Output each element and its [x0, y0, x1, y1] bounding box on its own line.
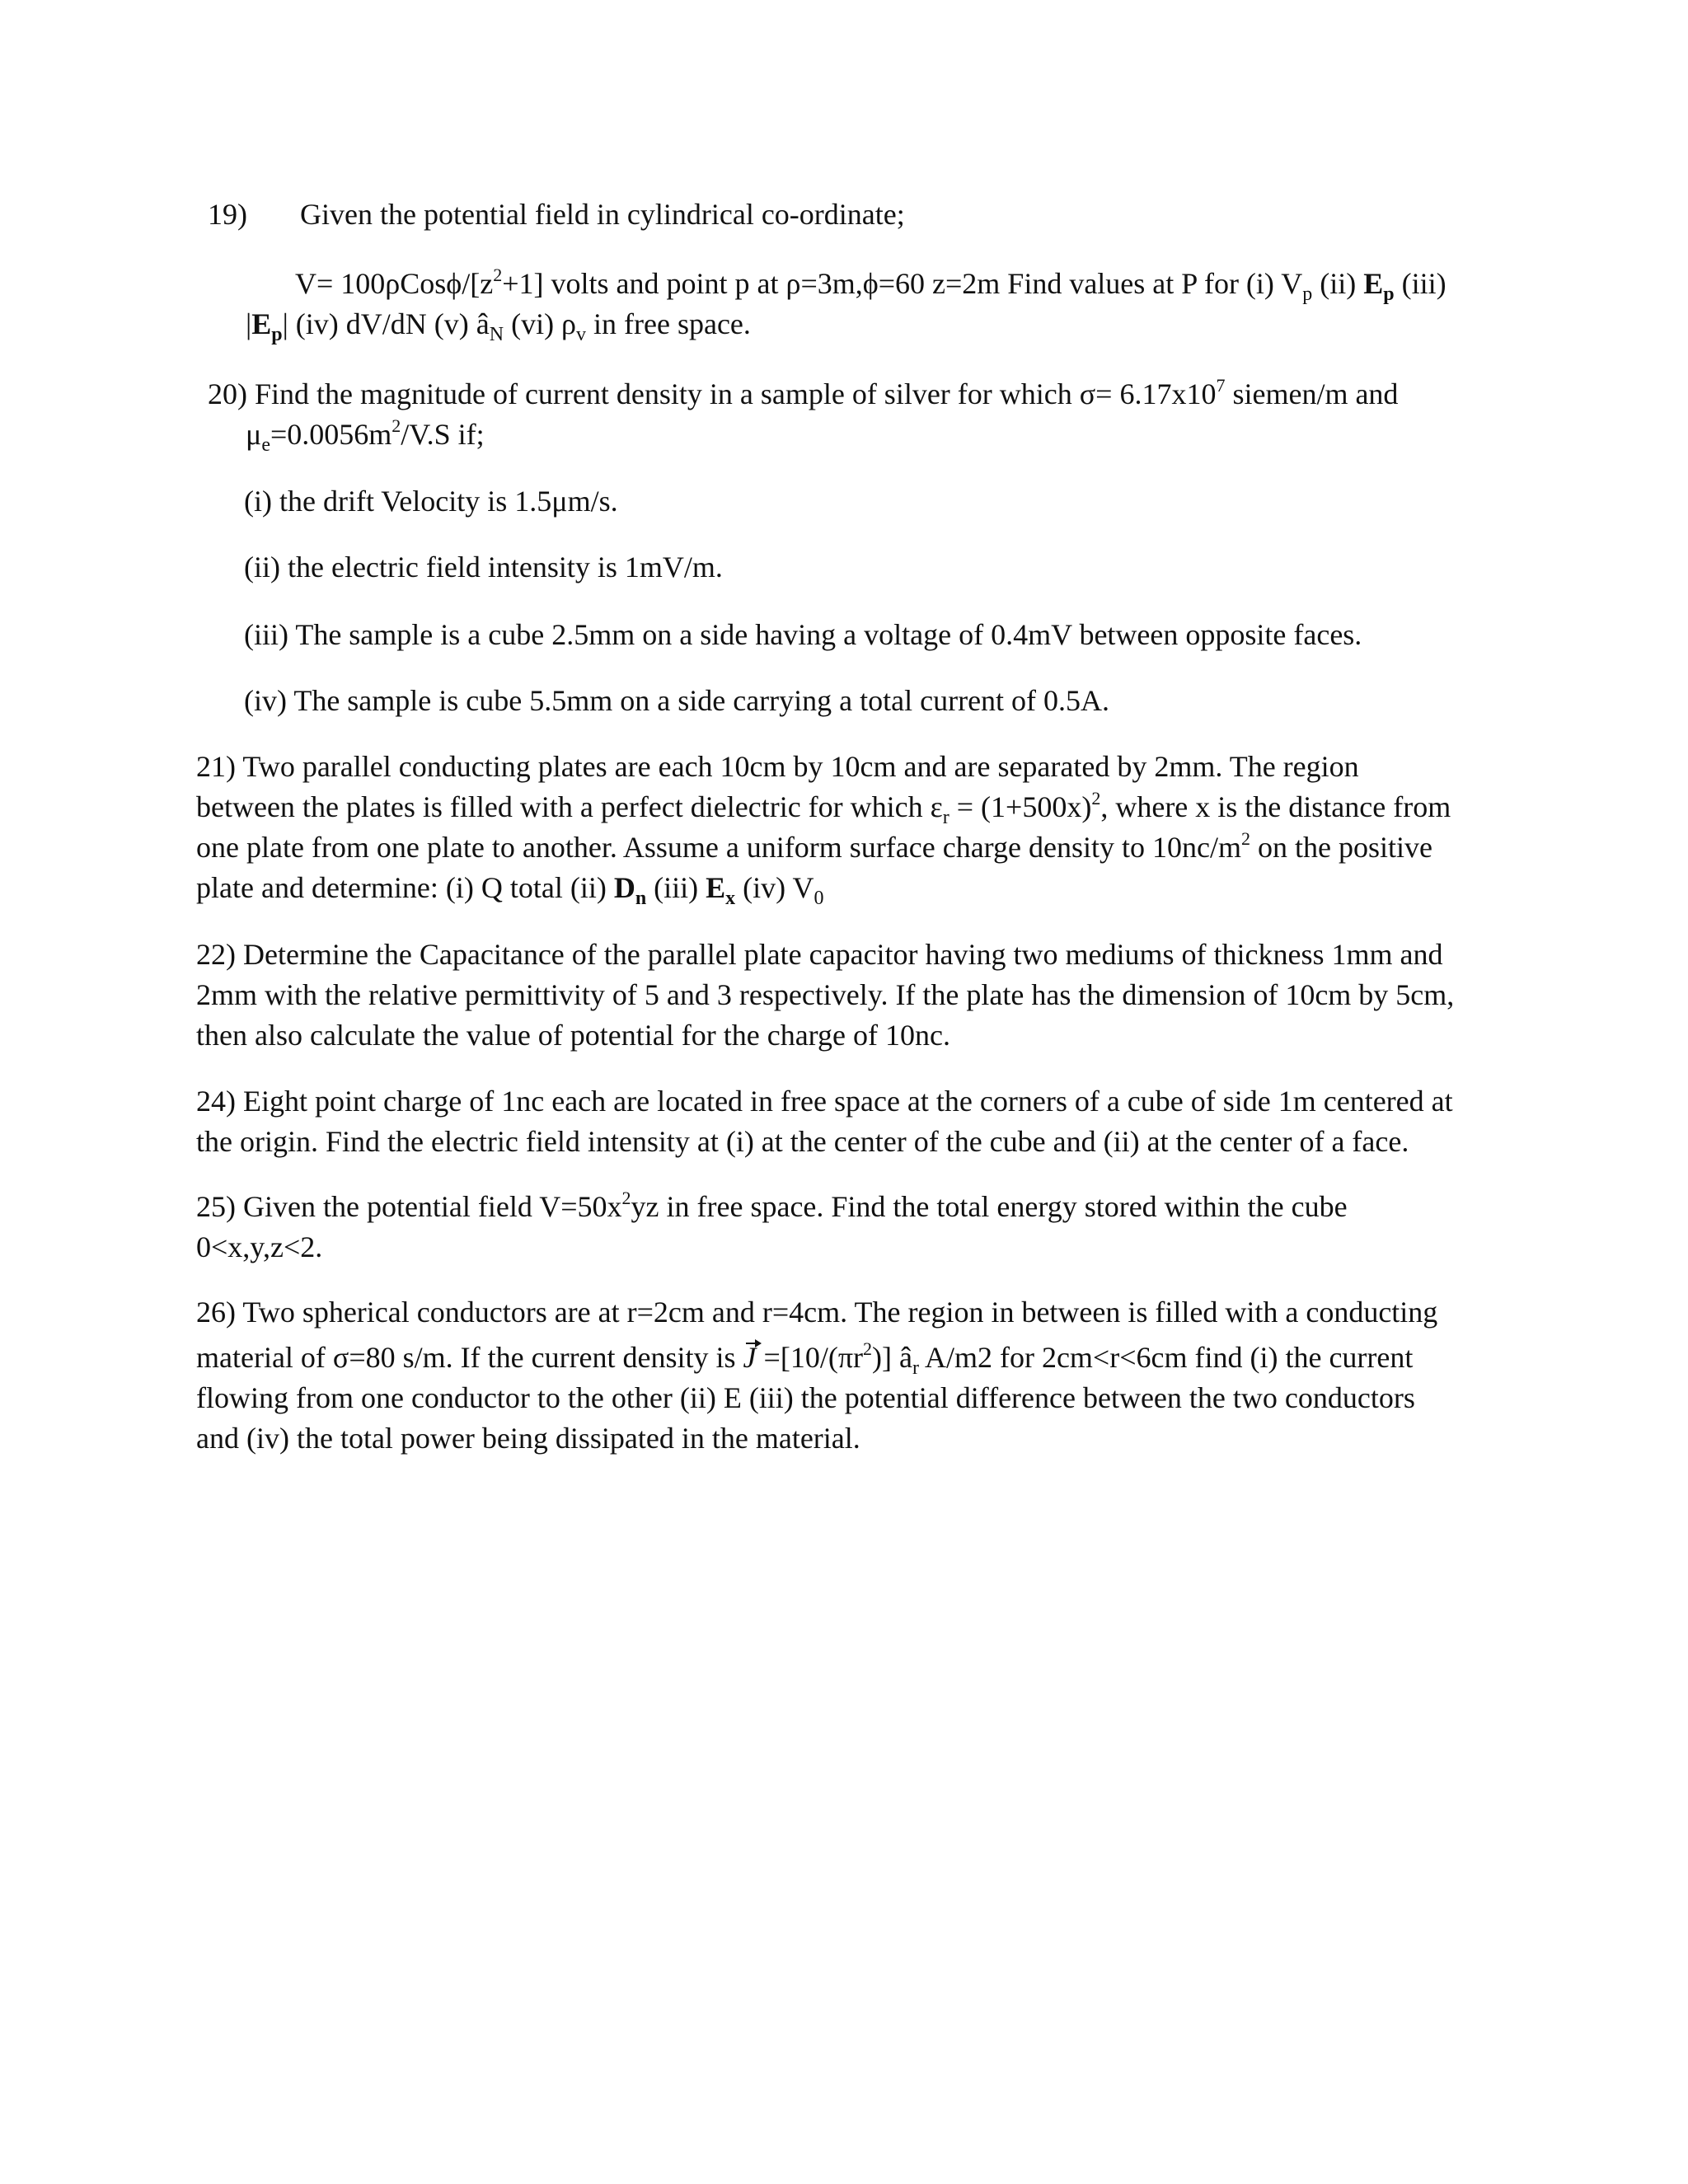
- q20-item-iv: (iv) The sample is cube 5.5mm on a side carrying a total current of 0.5A.: [244, 684, 1110, 717]
- q25-line-1: 25) Given the potential field $V=50x^2yz$ in free space. Find the total energy stored within the cube: [196, 1188, 1348, 1223]
- q21-line-4: plate and determine: (i) Q total (ii) $D_n$ (iii) $E_x$ (iv) $V_0$: [196, 871, 824, 909]
- current-density-vector-symbol: J: [743, 1338, 757, 1378]
- q20-line-2: $\mu_e=0.0056m^2/V.S$ if;: [246, 415, 485, 456]
- q21-body: [196, 747, 1451, 908]
- q19-line-2: $|E_p|$ (iv) dV/dN (v) $â_N$ (vi) $\rho_v$ in free space.: [246, 307, 751, 345]
- q26-line-1: 26) Two spherical conductors are at r=2cm and r=4cm. The region in between is filled with a conducting: [196, 1296, 1438, 1329]
- q20-item-i: (i) the drift Velocity is 1.5μm/s.: [244, 485, 618, 518]
- q21-line-1: 21) Two parallel conducting plates are each 10cm by 10cm and are separated by 2mm. The region: [196, 750, 1359, 783]
- q20-item-ii: (ii) the electric field intensity is 1mV/m.: [244, 551, 723, 583]
- q25-line-2: 0<x,y,z<2.: [196, 1230, 323, 1263]
- q20-line-1: 20) Find the magnitude of current density in a sample of silver for which $\sigma= 6.17x10^7$ siemen/m and: [208, 375, 1399, 410]
- q20-item-iii: (iii) The sample is a cube 2.5mm on a side having a voltage of 0.4mV between opposite faces.: [244, 618, 1362, 651]
- q20-body: [208, 374, 1398, 455]
- q26-line-2: material of σ=80 s/m. If the current density is $J =[10/(\pi r^2)]$ $â_r$ A/m2 for 2cm<r<6cm find (i) the current: [196, 1338, 1414, 1379]
- q26-line-4: and (iv) the total power being dissipated in the material.: [196, 1422, 860, 1455]
- q19-body: [246, 264, 1447, 344]
- q25-body: [196, 1187, 1348, 1268]
- q22-line-2: 2mm with the relative permittivity of 5 and 3 respectively. If the plate has the dimension of 10cm by 5cm,: [196, 978, 1455, 1011]
- q24-line-1: 24) Eight point charge of 1nc each are located in free space at the corners of a cube of side 1m centered at: [196, 1085, 1453, 1118]
- q26-line-3: flowing from one conductor to the other (ii) E (iii) the potential difference between the two conductors: [196, 1381, 1415, 1414]
- q19-line-1: $V= 100\rho Cos\phi/[z^2+1]$ volts and point p at ρ=3m,ϕ=60 z=2m Find values at P for (i) $V_p$ (ii) $E_p$ (iii): [295, 265, 1447, 305]
- q19-header: [208, 194, 905, 235]
- q21-line-3: one plate from one plate to another. Assume a uniform surface charge density to $10nc/m^2$ on the positive: [196, 828, 1432, 864]
- q24-line-2: the origin. Find the electric field intensity at (i) at the center of the cube and (ii) at the center of a face.: [196, 1125, 1409, 1158]
- q22-body: [196, 935, 1454, 1056]
- q22-line-3: then also calculate the value of potential for the charge of 10nc.: [196, 1019, 950, 1052]
- q26-body: [196, 1292, 1437, 1459]
- q19-number: 19): [208, 198, 247, 231]
- q19-title: Given the potential field in cylindrical co-ordinate;: [300, 198, 905, 231]
- q21-line-2: between the plates is filled with a perfect dielectric for which $\varepsilon_r = (1+500x)^2$, where x is the distance from: [196, 788, 1451, 828]
- q24-body: [196, 1081, 1453, 1162]
- q22-line-1: 22) Determine the Capacitance of the parallel plate capacitor having two mediums of thickness 1mm and: [196, 938, 1443, 971]
